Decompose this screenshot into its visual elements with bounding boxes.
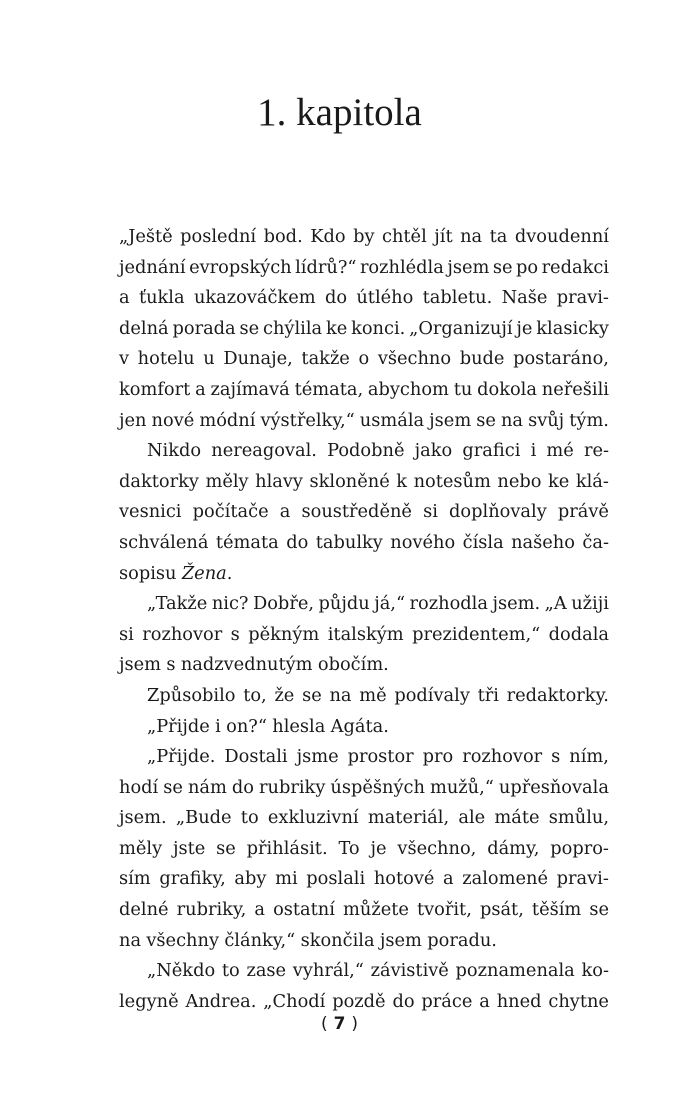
text-line: komfort a zajímavá témata, abychom tu dokola neřešili (119, 378, 609, 400)
page-number-open-paren: ( (320, 1014, 328, 1034)
text-line: na všechny články,“ skončila jsem poradu. (119, 929, 497, 951)
chapter-title: 1. kapitola (257, 91, 422, 134)
page-number-close-paren: ) (351, 1014, 359, 1034)
text-line: „Někdo to zase vyhrál,“ závistivě poznamenala ko- (147, 960, 609, 982)
text-line: legyně Andrea. „Chodí pozdě do práce a hned chytne (119, 990, 609, 1012)
text-line: vesnici počítače a soustředěně si doplňovaly právě (119, 501, 609, 523)
text-line: a ťukla ukazováčkem do útlého tabletu. Naše pravi- (119, 287, 609, 309)
text-line: delné rubriky, a ostatní můžete tvořit, psát, těším se (119, 899, 609, 921)
text-line: delná porada se chýlila ke konci. „Organizují je klasicky (119, 317, 609, 339)
text-line: hodí se nám do rubriky úspěšných mužů,“ upřesňovala (119, 776, 609, 798)
text-line: Způsobilo to, že se na mě podívaly tři redaktorky. (147, 684, 609, 706)
text-line: měly jste se přihlásit. To je všechno, dámy, popro- (119, 837, 609, 859)
text-line: Nikdo nereagoval. Podobně jako grafici i mé re- (147, 440, 609, 462)
text-line: schválená témata do tabulky nového čísla našeho ča- (119, 531, 609, 553)
text-line: v hotelu u Dunaje, takže o všechno bude postaráno, (119, 348, 609, 370)
text-line: jen nové módní výstřelky,“ usmála jsem se na svůj tým. (119, 409, 609, 431)
text-line: sopisu Žena. (119, 562, 233, 584)
text-line: jednání evropských lídrů?“ rozhlédla jsem se po redakci (119, 256, 609, 278)
text-line: „Takže nic? Dobře, půjdu já,“ rozhodla jsem. „A užiji (147, 593, 609, 615)
page-number (0, 1010, 679, 1038)
text-line: „Přijde. Dostali jsme prostor pro rozhovor s ním, (147, 746, 609, 768)
text-line: jsem. „Bude to exkluzivní materiál, ale máte smůlu, (119, 807, 609, 829)
text-line: „Ještě poslední bod. Kdo by chtěl jít na ta dvoudenní (119, 226, 609, 247)
page-number-value: 7 (333, 1014, 346, 1034)
text-line: daktorky měly hlavy skloněné k notesům nebo ke klá- (119, 470, 609, 492)
magazine-title: Žena (181, 562, 227, 584)
text-line: jsem s nadzvednutým obočím. (119, 654, 389, 676)
text-line: sím grafiky, aby mi poslali hotové a zalomené pravi- (119, 868, 609, 890)
text-line: si rozhovor s pěkným italským prezidentem,“ dodala (119, 623, 609, 645)
body-text (119, 222, 609, 1017)
text-line: „Přijde i on?“ hlesla Agáta. (147, 715, 389, 737)
